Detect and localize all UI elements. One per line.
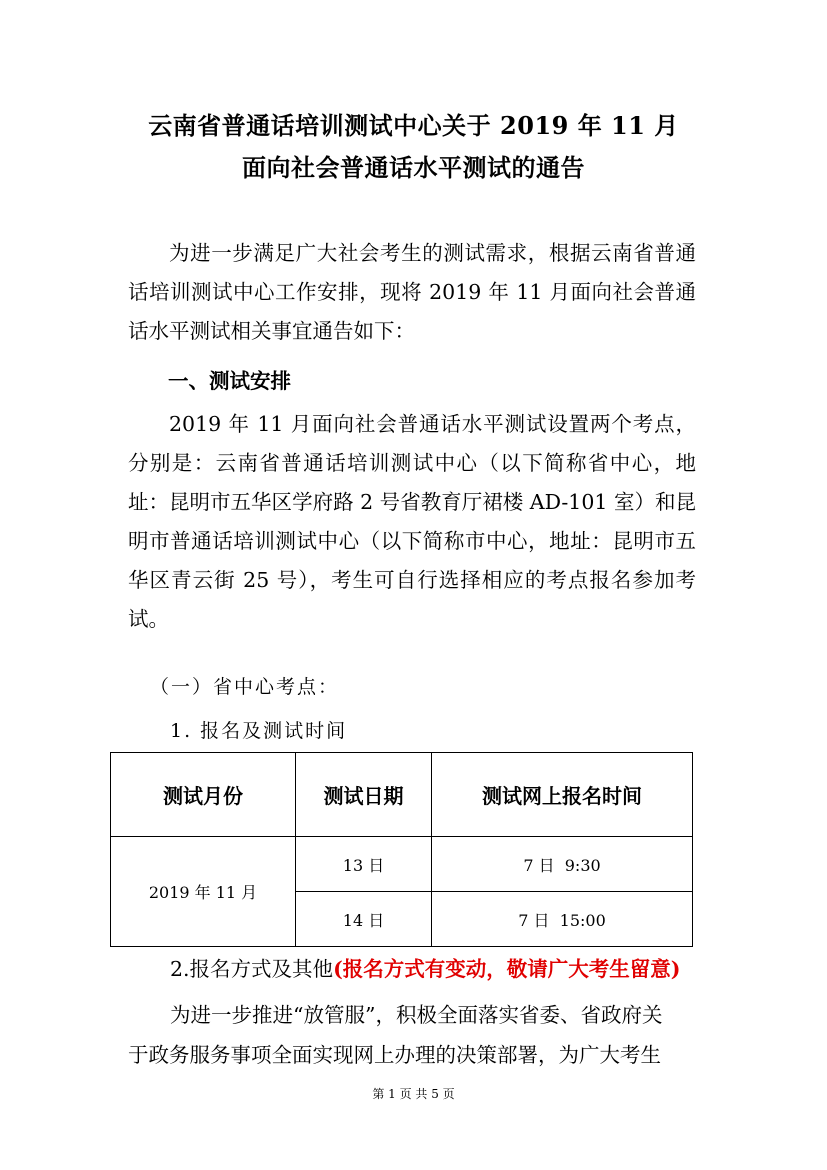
title-line-2: 面向社会普通话水平测试的通告 (242, 153, 585, 182)
cell-month: 2019 年 11 月 (111, 837, 296, 947)
header-signup-time: 测试网上报名时间 (432, 753, 693, 837)
section-1-heading: 一、测试安排 (168, 369, 291, 393)
item-2-heading (170, 950, 680, 989)
cell-date: 14 日 (296, 892, 432, 947)
table-header-row (111, 753, 693, 837)
table-row (111, 837, 693, 892)
schedule-table (110, 752, 693, 947)
header-test-month: 测试月份 (111, 753, 296, 837)
signup-change-notice: (报名方式有变动，敬请广大考生留意) (333, 957, 681, 981)
section-1-paragraph: 2019 年 11 月面向社会普通话水平测试设置两个考点，分别是：云南省普通话培训测试中心（以下简称省中心，地址：昆明市五华区学府路 2 号省教育厅裙楼 AD-101 室）和昆明市普通话培训测试中心（以下简称市中心，地址：昆明市五华区青云街 25 号），考生可自行选择相应的考点报名参加考试。 (128, 412, 696, 631)
provincial-center-heading: （一）省中心考点： (150, 676, 340, 698)
item-2-label: 2.报名方式及其他 (170, 957, 334, 981)
header-test-date: 测试日期 (296, 753, 432, 837)
paragraph-3-line-1: 为进一步推进“放管服”，积极全面落实省委、省政府关 (170, 1003, 663, 1027)
paragraph-3-line-2: 于政务服务事项全面实现网上办理的决策部署，为广大考生 (128, 1043, 661, 1067)
title-line-1: 云南省普通话培训测试中心关于 2019 年 11 月 (148, 111, 679, 140)
cell-signup-time: 7 日 15:00 (432, 892, 693, 947)
page-footer: 第 1 页 共 5 页 (372, 1087, 455, 1101)
cell-date: 13 日 (296, 837, 432, 892)
cell-signup-time: 7 日 9:30 (432, 837, 693, 892)
item-1-heading: 1. 报名及测试时间 (170, 720, 348, 742)
intro-paragraph: 为进一步满足广大社会考生的测试需求，根据云南省普通话培训测试中心工作安排，现将 2019 年 11 月面向社会普通话水平测试相关事宜通告如下： (128, 241, 696, 343)
